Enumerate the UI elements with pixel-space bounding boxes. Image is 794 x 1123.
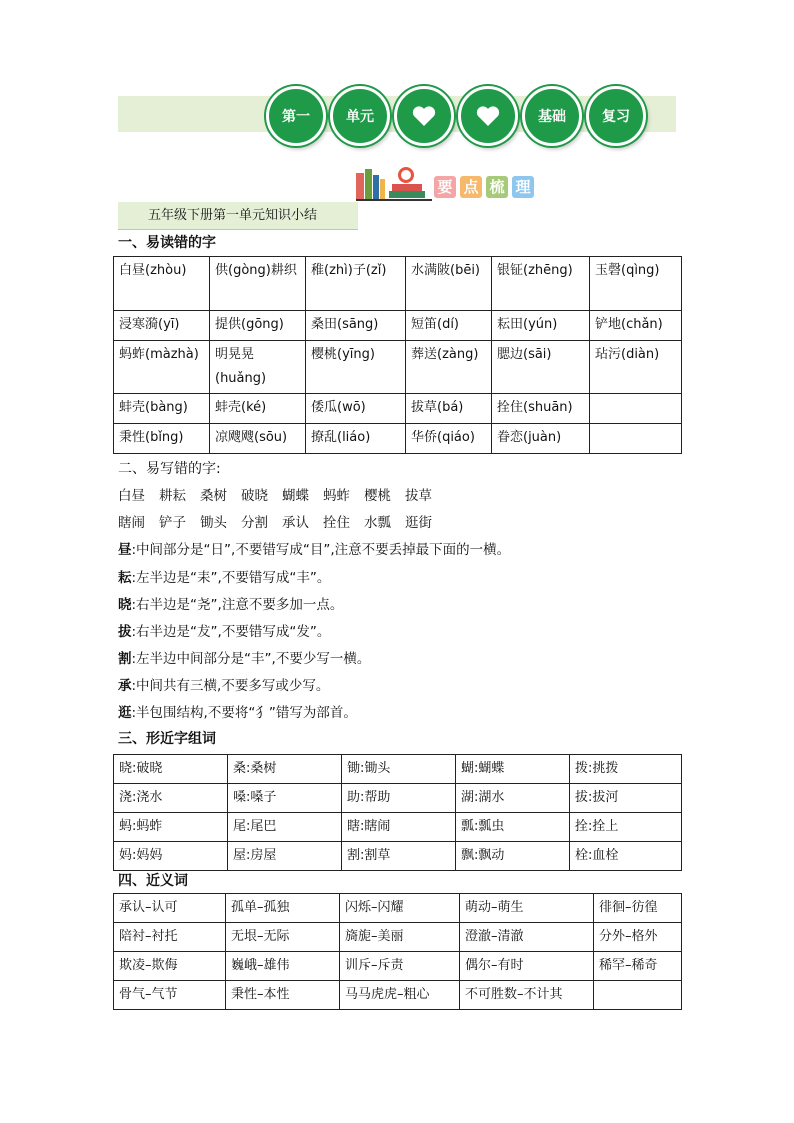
note-line: 拔:右半边是“犮”,不要错写成“发”。 bbox=[118, 624, 331, 640]
table-cell: 明晃晃(huǎng) bbox=[210, 341, 306, 394]
word: 桑树 bbox=[200, 488, 227, 504]
table-cell: 尾:尾巴 bbox=[228, 813, 342, 842]
word: 逛街 bbox=[405, 515, 432, 531]
table-cell: 徘徊–彷徨 bbox=[594, 894, 682, 923]
table-cell: 闪烁–闪耀 bbox=[340, 894, 460, 923]
note-line: 耘:左半边是“耒”,不要错写成“丰”。 bbox=[118, 570, 331, 586]
table-cell: 澄澈–清澈 bbox=[460, 923, 594, 952]
similar-characters-table bbox=[113, 754, 682, 871]
word: 蚂蚱 bbox=[323, 488, 350, 504]
table-cell: 锄:锄头 bbox=[342, 755, 456, 784]
table-cell: 拔:拔河 bbox=[570, 784, 682, 813]
word: 水瓢 bbox=[364, 515, 391, 531]
table-cell: 巍峨–雄伟 bbox=[226, 952, 340, 981]
table-cell: 蚌壳(bàng) bbox=[114, 394, 210, 424]
table-cell: 栓:血栓 bbox=[570, 842, 682, 871]
word: 蝴蝶 bbox=[282, 488, 309, 504]
unit-title-circles bbox=[262, 86, 682, 144]
title-circle-2: 单元 bbox=[330, 86, 390, 146]
books-clock-icon bbox=[356, 165, 432, 201]
word: 破晓 bbox=[241, 488, 268, 504]
table-cell: 水满陂(bēi) bbox=[406, 257, 492, 311]
table-cell: 割:割草 bbox=[342, 842, 456, 871]
table-cell: 陪衬–衬托 bbox=[114, 923, 226, 952]
table-cell: 凉飕飕(sōu) bbox=[210, 424, 306, 454]
table-cell bbox=[594, 981, 682, 1010]
table-cell: 铲地(chǎn) bbox=[590, 311, 682, 341]
table-cell: 训斥–斥责 bbox=[340, 952, 460, 981]
heart-icon bbox=[458, 86, 518, 146]
table-cell: 拴:拴上 bbox=[570, 813, 682, 842]
table-cell: 撩乱(liáo) bbox=[306, 424, 406, 454]
table-cell: 提供(gōng) bbox=[210, 311, 306, 341]
badge-char: 梳 bbox=[486, 176, 508, 198]
word: 拴住 bbox=[323, 515, 350, 531]
table-cell: 桑:桑树 bbox=[228, 755, 342, 784]
table-cell: 无垠–无际 bbox=[226, 923, 340, 952]
table-cell: 白昼(zhòu) bbox=[114, 257, 210, 311]
word: 铲子 bbox=[159, 515, 186, 531]
table-cell: 不可胜数–不计其 bbox=[460, 981, 594, 1010]
table-cell: 萌动–萌生 bbox=[460, 894, 594, 923]
table-cell: 旖旎–美丽 bbox=[340, 923, 460, 952]
word: 白昼 bbox=[118, 488, 145, 504]
word: 承认 bbox=[282, 515, 309, 531]
title-circle-1: 第一 bbox=[266, 86, 326, 146]
table-cell: 湖:湖水 bbox=[456, 784, 570, 813]
subtitle: 五年级下册第一单元知识小结 bbox=[118, 202, 358, 230]
table-cell: 耘田(yún) bbox=[492, 311, 590, 341]
word: 樱桃 bbox=[364, 488, 391, 504]
badge-char: 要 bbox=[434, 176, 456, 198]
heart-icon bbox=[394, 86, 454, 146]
table-cell: 飘:飘动 bbox=[456, 842, 570, 871]
table-cell: 蚌壳(ké) bbox=[210, 394, 306, 424]
table-cell: 华侨(qiáo) bbox=[406, 424, 492, 454]
table-cell: 分外–格外 bbox=[594, 923, 682, 952]
misread-characters-table bbox=[113, 256, 682, 454]
word: 耕耘 bbox=[159, 488, 186, 504]
table-cell: 浸寒漪(yī) bbox=[114, 311, 210, 341]
table-cell: 樱桃(yīng) bbox=[306, 341, 406, 394]
word: 锄头 bbox=[200, 515, 227, 531]
table-cell: 马马虎虎–粗心 bbox=[340, 981, 460, 1010]
table-cell: 稚(zhì)子(zǐ) bbox=[306, 257, 406, 311]
section-2-title: 二、易写错的字: bbox=[118, 461, 221, 477]
table-cell: 桑田(sāng) bbox=[306, 311, 406, 341]
table-cell: 倭瓜(wō) bbox=[306, 394, 406, 424]
title-circle-5: 基础 bbox=[522, 86, 582, 146]
note-line: 承:中间共有三横,不要多写或少写。 bbox=[118, 678, 330, 694]
table-cell: 晓:破晓 bbox=[114, 755, 228, 784]
table-cell: 秉性(bǐng) bbox=[114, 424, 210, 454]
badge-char: 点 bbox=[460, 176, 482, 198]
table-cell: 银钲(zhēng) bbox=[492, 257, 590, 311]
note-line: 晓:右半边是“尧”,注意不要多加一点。 bbox=[118, 597, 344, 613]
table-cell: 拔草(bá) bbox=[406, 394, 492, 424]
table-cell: 拨:挑拨 bbox=[570, 755, 682, 784]
table-cell: 偶尔–有时 bbox=[460, 952, 594, 981]
table-cell: 眷恋(juàn) bbox=[492, 424, 590, 454]
table-cell: 供(gòng)耕织 bbox=[210, 257, 306, 311]
table-cell: 秉性–本性 bbox=[226, 981, 340, 1010]
table-cell: 蝴:蝴蝶 bbox=[456, 755, 570, 784]
table-cell: 瓢:瓢虫 bbox=[456, 813, 570, 842]
table-cell: 蚂蚱(màzhà) bbox=[114, 341, 210, 394]
table-cell: 稀罕–稀奇 bbox=[594, 952, 682, 981]
note-line: 逛:半包围结构,不要将“犭”错写为部首。 bbox=[118, 705, 357, 721]
table-cell: 拴住(shuān) bbox=[492, 394, 590, 424]
title-circle-6: 复习 bbox=[586, 86, 646, 146]
word-list-1 bbox=[118, 484, 446, 504]
section-1-title: 一、易读错的字 bbox=[118, 235, 216, 251]
table-cell: 玉磬(qìng) bbox=[590, 257, 682, 311]
note-line: 割:左半边中间部分是“丰”,不要少写一横。 bbox=[118, 651, 371, 667]
table-cell: 承认–认可 bbox=[114, 894, 226, 923]
table-cell bbox=[590, 424, 682, 454]
word: 分割 bbox=[241, 515, 268, 531]
key-points-badge bbox=[434, 176, 534, 198]
table-cell: 蚂:蚂蚱 bbox=[114, 813, 228, 842]
table-cell: 葬送(zàng) bbox=[406, 341, 492, 394]
table-cell: 屋:房屋 bbox=[228, 842, 342, 871]
word: 瞎闹 bbox=[118, 515, 145, 531]
table-cell: 浇:浇水 bbox=[114, 784, 228, 813]
table-cell: 玷污(diàn) bbox=[590, 341, 682, 394]
word: 拔草 bbox=[405, 488, 432, 504]
badge-char: 理 bbox=[512, 176, 534, 198]
section-4-title: 四、近义词 bbox=[118, 873, 188, 889]
table-cell: 助:帮助 bbox=[342, 784, 456, 813]
note-line: 昼:中间部分是“日”,不要错写成“目”,注意不要丢掉最下面的一横。 bbox=[118, 542, 511, 558]
table-cell: 骨气–气节 bbox=[114, 981, 226, 1010]
table-cell: 瞎:瞎闹 bbox=[342, 813, 456, 842]
table-cell: 嗓:嗓子 bbox=[228, 784, 342, 813]
table-cell bbox=[590, 394, 682, 424]
section-3-title: 三、形近字组词 bbox=[118, 731, 216, 747]
word-list-2 bbox=[118, 511, 446, 531]
table-cell: 欺凌–欺侮 bbox=[114, 952, 226, 981]
table-cell: 腮边(sāi) bbox=[492, 341, 590, 394]
table-cell: 孤单–孤独 bbox=[226, 894, 340, 923]
table-cell: 短笛(dí) bbox=[406, 311, 492, 341]
synonyms-table bbox=[113, 893, 682, 1010]
table-cell: 妈:妈妈 bbox=[114, 842, 228, 871]
